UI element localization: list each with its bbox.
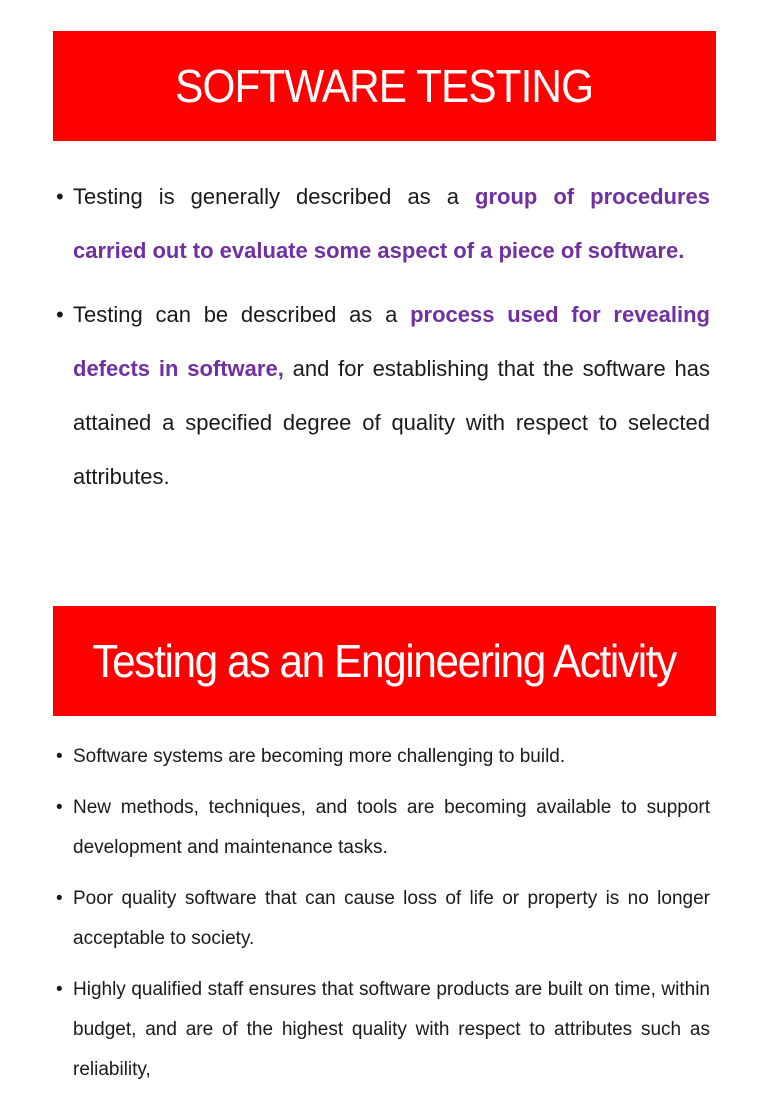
- bullet-marker: •: [56, 797, 63, 818]
- slide-title: Testing as an Engineering Activity: [92, 635, 677, 687]
- bullet-text: Software systems are becoming more challenging to build.: [73, 746, 566, 767]
- bullet-item: [0, 737, 768, 777]
- slide-title-bar: [53, 31, 716, 141]
- bullet-list: [0, 170, 768, 514]
- bullet-text: New methods, techniques, and tools are becoming available to support development and maintenance tasks.: [73, 797, 710, 858]
- bullet-marker: •: [56, 888, 63, 909]
- bullet-marker: •: [56, 184, 64, 209]
- bullet-text: Highly qualified staff ensures that software products are built on time, within budget, and are of the highest quality with respect to attributes such as reliability,: [73, 979, 710, 1080]
- bullet-item: [0, 288, 768, 504]
- bullet-marker: •: [56, 746, 63, 767]
- bullet-text: Testing is generally described as a: [73, 184, 475, 209]
- slide-title: SOFTWARE TESTING: [175, 60, 594, 112]
- bullet-item: [0, 879, 768, 959]
- bullet-text-after: and for establishing that the software has attained a specified degree of quality with respect to selected attributes.: [73, 356, 711, 489]
- bullet-list: [0, 737, 768, 1101]
- bullet-highlight: group of procedures carried out to evaluate some aspect of a piece of software.: [73, 184, 710, 263]
- bullet-marker: •: [56, 979, 63, 1000]
- bullet-text: Testing can be described as a: [73, 302, 411, 327]
- slide-testing-engineering-activity: [0, 600, 768, 1080]
- slide-title-bar: [53, 606, 716, 716]
- bullet-item: [0, 970, 768, 1090]
- bullet-item: [0, 170, 768, 278]
- bullet-highlight: process used for revealing defects in software,: [73, 302, 710, 381]
- bullet-item: [0, 788, 768, 868]
- bullet-text: Poor quality software that can cause loss of life or property is no longer acceptable to society.: [73, 888, 710, 949]
- bullet-marker: •: [56, 302, 64, 327]
